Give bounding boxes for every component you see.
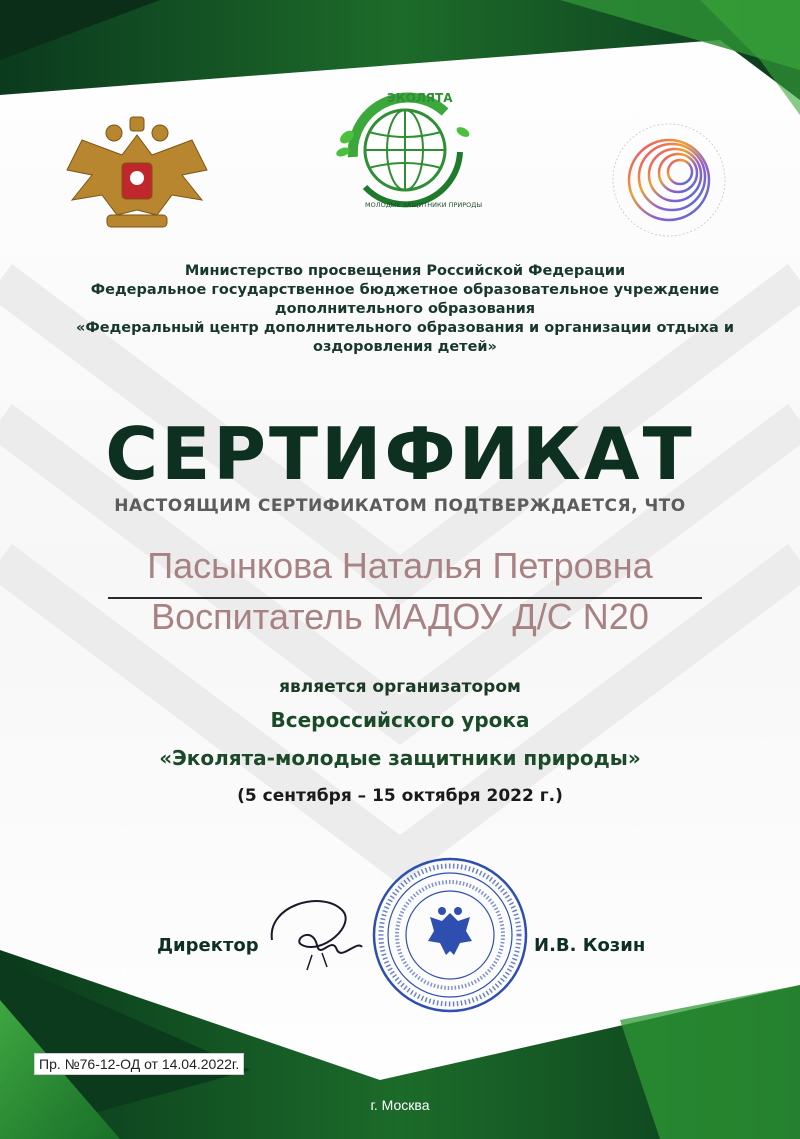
director-label: Директор — [157, 935, 259, 956]
ministry-line: Министерство просвещения Российской Федерации — [184, 263, 626, 279]
center-name-line: «Федеральный центр дополнительного образования и организации отдыха и — [76, 320, 734, 336]
institution-line: Федеральное государственное бюджетное образовательное учреждение — [90, 282, 720, 298]
official-stamp — [370, 855, 530, 1015]
recipient-name: Пасынкова Наталья Петровна — [147, 545, 653, 586]
header-block — [60, 262, 750, 357]
institution-line-2: дополнительного образования — [274, 301, 536, 317]
event-title-line2: «Эколята-молодые защитники природы» — [159, 746, 641, 770]
order-number: Пр. №76-12-ОД от 14.04.2022г. — [34, 1053, 244, 1075]
coat-of-arms-logo — [62, 115, 212, 240]
event-dates: (5 сентября – 15 октября 2022 г.) — [237, 786, 563, 806]
ecolyata-logo — [325, 82, 485, 212]
recipient-role: является организатором — [279, 677, 521, 697]
certificate-subtitle: НАСТОЯЩИМ СЕРТИФИКАТОМ ПОДТВЕРЖДАЕТСЯ, ЧТО — [114, 496, 686, 516]
director-name: И.В. Козин — [534, 935, 646, 956]
event-title-line1: Всероссийского урока — [270, 708, 530, 732]
svg-text:ЭКОЛЯТА: ЭКОЛЯТА — [387, 91, 453, 105]
city-label: г. Москва — [370, 1097, 430, 1113]
svg-text:МОЛОДЫЕ ЗАЩИТНИКИ ПРИРОДЫ: МОЛОДЫЕ ЗАЩИТНИКИ ПРИРОДЫ — [365, 201, 483, 209]
certificate-title: СЕРТИФИКАТ — [105, 412, 695, 496]
fcdo-logo — [598, 115, 740, 245]
center-name-line-2: оздоровления детей» — [313, 339, 497, 355]
recipient-position: Воспитатель МАДОУ Д/С N20 — [151, 596, 649, 637]
director-signature — [262, 885, 372, 975]
